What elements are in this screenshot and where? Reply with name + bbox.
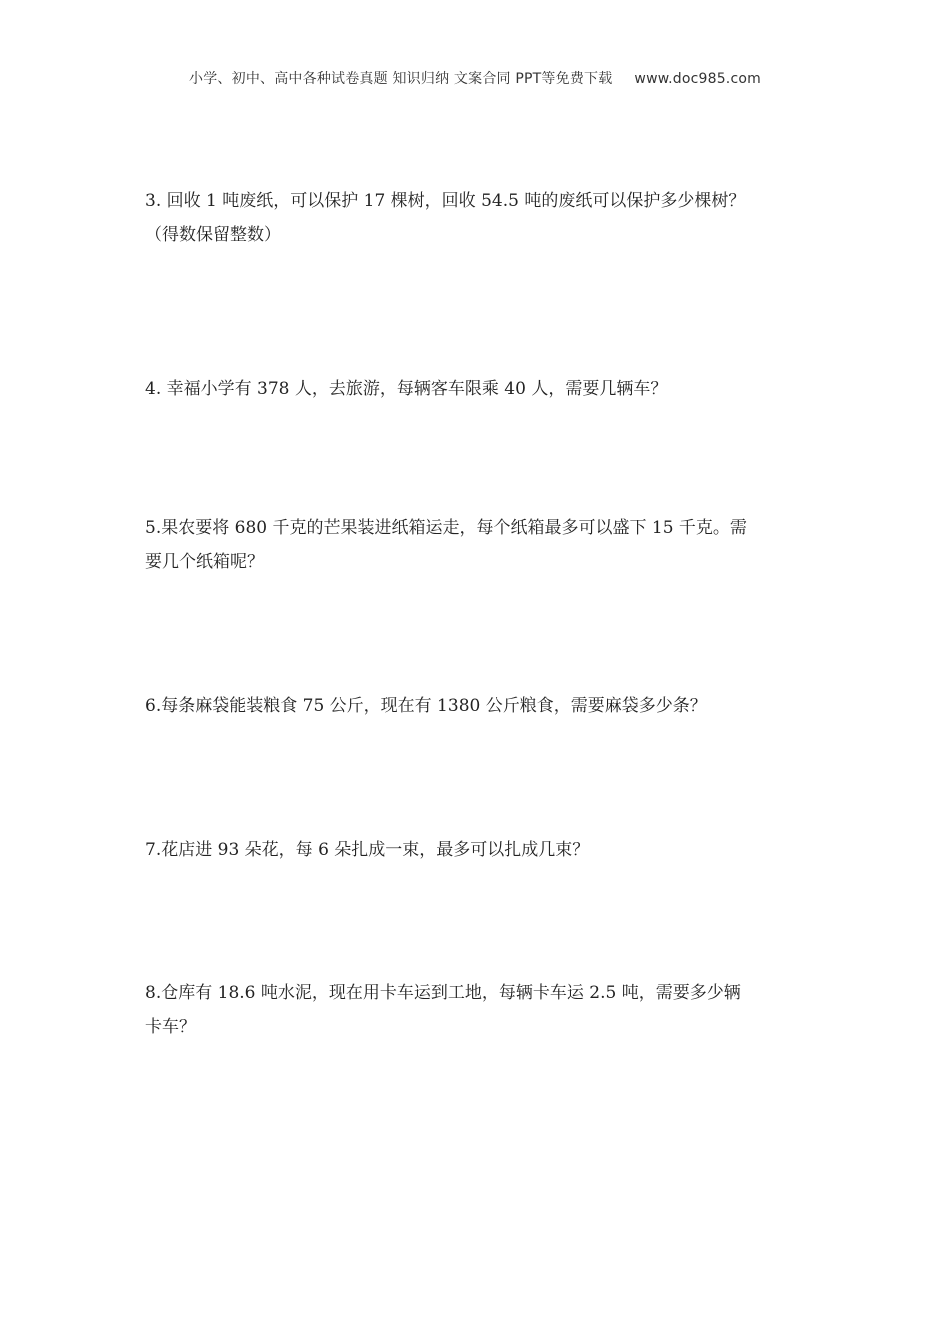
problem-6: [145, 689, 810, 723]
problem-5: [145, 511, 810, 579]
problem-4-line-1: 4. 幸福小学有 378 人，去旅游，每辆客车限乘 40 人，需要几辆车？: [145, 379, 668, 399]
page-header: [0, 68, 950, 88]
problem-3-line-2: （得数保留整数）: [145, 225, 281, 245]
problem-6-line-1: 6.每条麻袋能装粮食 75 公斤，现在有 1380 公斤粮食，需要麻袋多少条？: [145, 696, 707, 716]
problem-3: [145, 184, 810, 252]
problem-8-line-1: 8.仓库有 18.6 吨水泥，现在用卡车运到工地，每辆卡车运 2.5 吨，需要多少辆: [145, 983, 741, 1003]
problem-7-line-1: 7.花店进 93 朵花，每 6 朵扎成一束，最多可以扎成几束？: [145, 840, 590, 860]
problem-3-line-1: 3. 回收 1 吨废纸，可以保护 17 棵树，回收 54.5 吨的废纸可以保护多少棵树？: [145, 191, 746, 211]
problem-5-line-2: 要几个纸箱呢？: [145, 552, 264, 572]
header-text: 小学、初中、高中各种试卷真题 知识归纳 文案合同 PPT等免费下载: [189, 71, 613, 87]
problem-7: [145, 833, 810, 867]
header-site-link[interactable]: www.doc985.com: [634, 71, 761, 87]
problem-4: [145, 372, 810, 406]
problem-8: [145, 976, 810, 1044]
problem-8-line-2: 卡车？: [145, 1017, 196, 1037]
problem-5-line-1: 5.果农要将 680 千克的芒果装进纸箱运走，每个纸箱最多可以盛下 15 千克。需: [145, 518, 747, 538]
